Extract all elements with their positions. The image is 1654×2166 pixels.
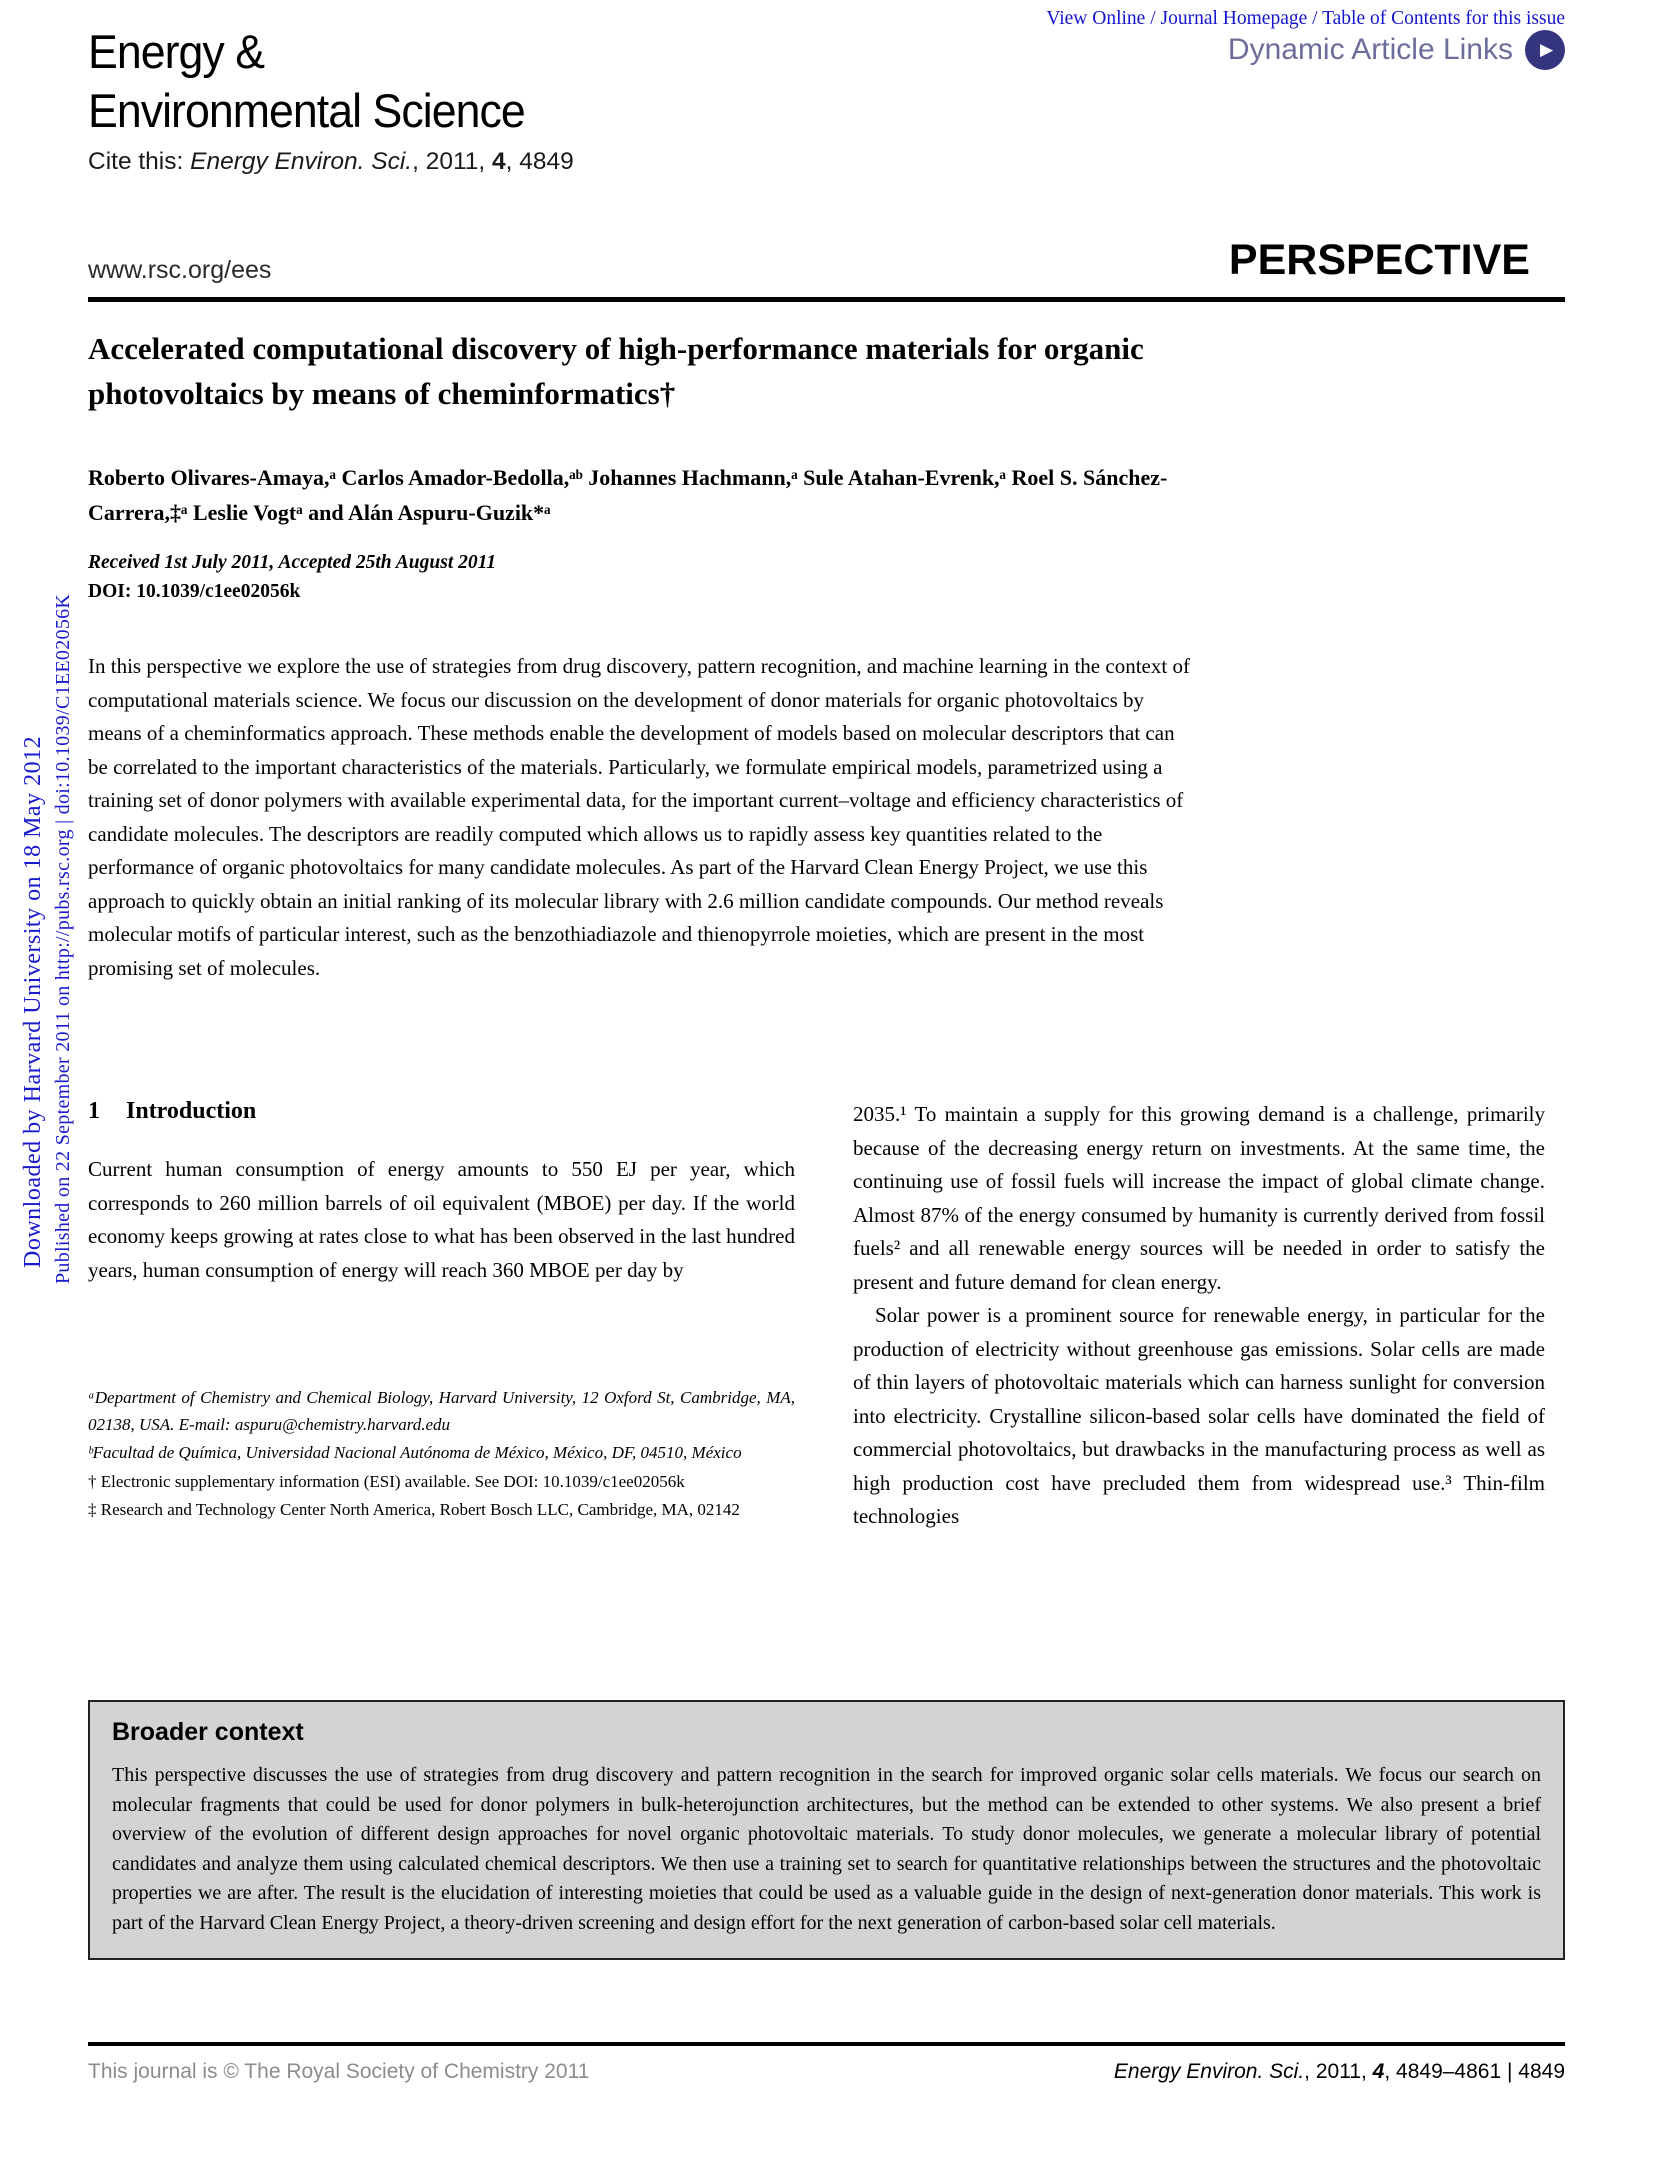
sidebar-published-stamp: Published on 22 September 2011 on http://pubs.rsc.org | doi:10.1039/C1EE02056K <box>52 593 74 1284</box>
broader-context-heading: Broader context <box>112 1718 304 1746</box>
footer-citation <box>1114 2060 1565 2084</box>
link-separator: / <box>1145 8 1161 29</box>
page-footer <box>88 2060 1565 2084</box>
footer-pages: , 4849–4861 <box>1384 2060 1502 2083</box>
journal-url: www.rsc.org/ees <box>88 256 272 284</box>
journal-title-line1: Energy & <box>88 25 265 78</box>
section-heading-introduction <box>88 1098 795 1125</box>
cite-prefix: Cite this: <box>88 148 191 175</box>
footer-year: , 2011, <box>1304 2060 1373 2083</box>
intro-paragraph: Current human consumption of energy amounts to 550 EJ per year, which corresponds to 260 million barrels of oil equivalent (MBOE) per day. If the world economy keeps growing at rates close to what has been observed in the last hundred years, human consumption of energy will reach 360 MBOE per day by <box>88 1157 795 1282</box>
journal-title <box>88 22 525 140</box>
footer-page-number: 4849 <box>1518 2060 1565 2083</box>
header-rule <box>88 297 1565 302</box>
section-number: 1 <box>88 1098 100 1124</box>
article-type-label: PERSPECTIVE <box>1228 236 1530 284</box>
play-circle-icon: ▶ <box>1525 30 1565 70</box>
cite-this-line <box>88 148 574 176</box>
view-online-link[interactable]: View Online <box>1046 8 1146 29</box>
link-separator: / <box>1307 8 1323 29</box>
footnotes-block <box>88 1385 795 1524</box>
cite-volume: 4 <box>492 148 506 175</box>
article-title: Accelerated computational discovery of high-performance materials for organic photovoltaics by means of cheminformatics† <box>88 331 1144 411</box>
sidebar-downloaded-stamp: Downloaded by Harvard University on 18 May 2012 <box>20 735 46 1268</box>
footer-volume: 4 <box>1372 2060 1385 2083</box>
footer-separator: | <box>1501 2060 1519 2083</box>
cite-journal-name: Energy Environ. Sci. <box>190 148 413 175</box>
doi-line: DOI: 10.1039/c1ee02056k <box>88 581 301 602</box>
abstract: In this perspective we explore the use of strategies from drug discovery, pattern recognition, and machine learning in the context of computational materials science. We focus our discussion on the development of donor materials for organic photovoltaics by means of a cheminformatics approach. These methods enable the development of models based on molecular descriptors that can be correlated to the important characteristics of the materials. Particularly, we formulate empirical models, parametrized using a training set of donor polymers with available experimental data, for the important current–voltage and efficiency characteristics of candidate molecules. The descriptors are readily computed which allows us to rapidly assess key quantities related to the performance of organic photovoltaics for many candidate molecules. As part of the Harvard Clean Energy Project, we use this approach to quickly obtain an initial ranking of its molecular library with 2.6 million candidate compounds. Our method reveals molecular motifs of particular interest, such as the benzothiadiazole and thienopyrrole moieties, which are present in the most promising set of molecules. <box>88 654 1190 980</box>
journal-title-line2: Environmental Science <box>88 84 525 137</box>
footer-journal-name: Energy Environ. Sci. <box>1113 2060 1305 2083</box>
cite-year: , 2011, <box>412 148 493 175</box>
cite-page: , 4849 <box>505 148 574 175</box>
affiliation-footnote-a: ᵃDepartment of Chemistry and Chemical Biology, Harvard University, 12 Oxford St, Cambridge, MA, 02138, USA. E-mail: aspuru@chemistry.harvard.edu <box>88 1388 795 1434</box>
section-title: Introduction <box>126 1098 257 1124</box>
author-list: Roberto Olivares-Amaya,ᵃ Carlos Amador-Bedolla,ᵃᵇ Johannes Hachmann,ᵃ Sule Atahan-Evrenk,ᵃ Roel S. Sánchez-Carrera,‡ᵃ Leslie Vogtᵃ and Alán Aspuru-Guzik*ᵃ <box>88 465 1168 525</box>
dynamic-article-links[interactable] <box>1228 30 1565 70</box>
broader-context-box <box>88 1700 1565 1960</box>
right-column <box>853 1098 1545 1534</box>
affiliation-footnote-b: ᵇFacultad de Química, Universidad Nacional Autónoma de México, México, DF, 04510, México <box>88 1443 742 1462</box>
broader-context-body: This perspective discusses the use of strategies from drug discovery and pattern recognition in the search for improved organic solar cells materials. We focus our search on molecular fragments that could be used for donor polymers in bulk-heterojunction architectures, but the method can be extended to other systems. We also present a brief overview of the evolution of different design approaches for novel organic photovoltaic materials. To study donor molecules, we generate a molecular library of potential candidates and analyze them using calculated chemical descriptors. We then use a training set to search for quantitative relationships between the structures and the photovoltaic properties we are after. The result is the elucidation of interesting moieties that could be used as a valuable guide in the design of next-generation donor materials. This work is part of the Harvard Clean Energy Project, a theory-driven screening and design effort for the next generation of carbon-based solar cell materials. <box>112 1764 1541 1934</box>
body-paragraph: Solar power is a prominent source for renewable energy, in particular for the production of electricity without greenhouse gas emissions. Solar cells are made of thin layers of photovoltaic materials which can harness sunlight for conversion into electricity. Crystalline silicon-based solar cells have dominated the field of commercial photovoltaics, but drawbacks in the manufacturing process as well as high production cost have precluded them from widespread use.³ Thin-film technologies <box>853 1303 1545 1528</box>
copyright-note: This journal is © The Royal Society of Chemistry 2011 <box>88 2060 590 2083</box>
journal-homepage-link[interactable]: Journal Homepage <box>1160 8 1308 29</box>
body-paragraph: 2035.¹ To maintain a supply for this growing demand is a challenge, primarily because of the decreasing energy return on investments. At the same time, the continuing use of fossil fuels will increase the impact of global climate change. Almost 87% of the energy consumed by humanity is currently derived from fossil fuels² and all renewable energy sources will be needed in order to satisfy the present and future demand for clean energy. <box>853 1102 1545 1294</box>
dynamic-article-links-label: Dynamic Article Links <box>1227 33 1513 66</box>
present-address-footnote: ‡ Research and Technology Center North America, Robert Bosch LLC, Cambridge, MA, 02142 <box>88 1500 740 1519</box>
footer-rule <box>88 2042 1565 2046</box>
received-accepted-line: Received 1st July 2011, Accepted 25th August 2011 <box>88 552 497 573</box>
table-of-contents-link[interactable]: Table of Contents for this issue <box>1322 8 1565 29</box>
esi-footnote: † Electronic supplementary information (ESI) available. See DOI: 10.1039/c1ee02056k <box>88 1471 685 1491</box>
left-column <box>88 1098 795 1287</box>
